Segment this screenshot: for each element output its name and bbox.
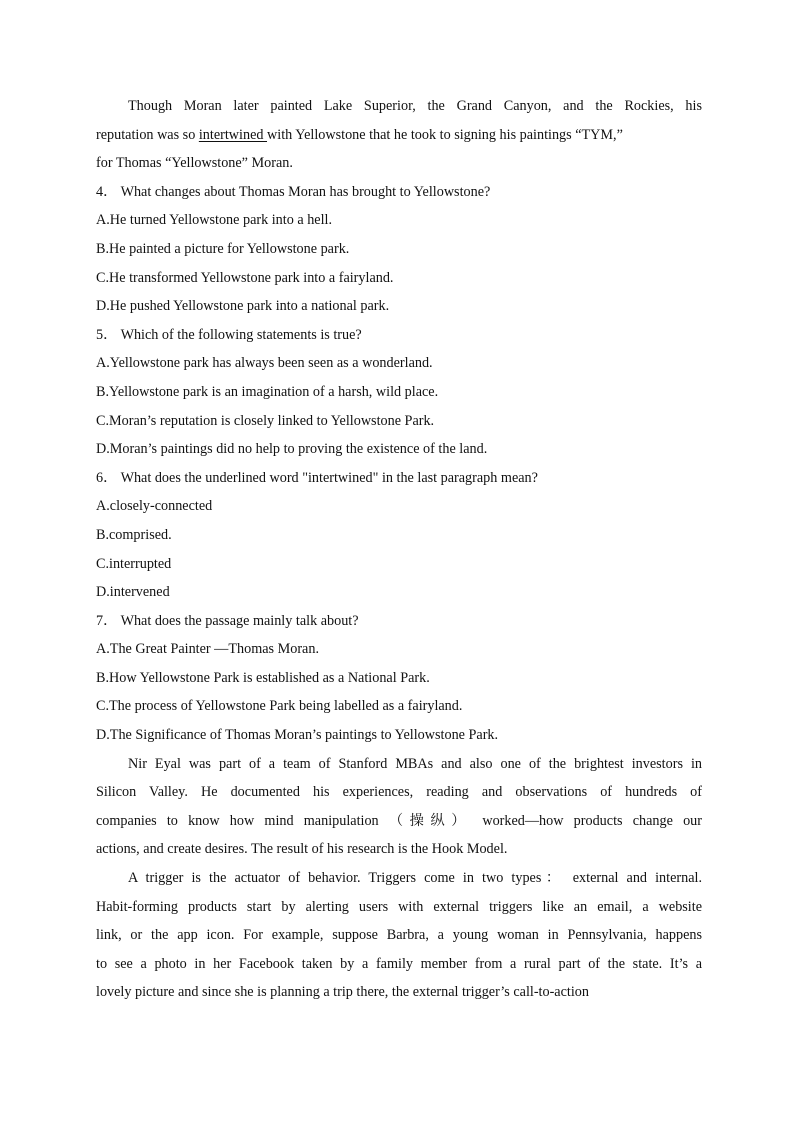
option-d: D.He pushed Yellowstone park into a national park. <box>96 298 390 315</box>
passage2-paragraph-2 <box>96 864 702 1007</box>
passage1-line-2-start: reputation was so <box>96 126 196 143</box>
option-a: A.The Great Painter —Thomas Moran. <box>96 641 319 658</box>
paragraph-line: actions, and create desires. The result of his research is the Hook Model. <box>96 841 508 858</box>
question-stem: 4． What changes about Thomas Moran has brought to Yellowstone? <box>96 183 491 200</box>
question-6 <box>96 464 702 607</box>
paragraph-line: lovely picture and since she is planning a trip there, the external trigger’s call-to-action <box>96 984 589 1001</box>
option-d: D.intervened <box>96 584 170 601</box>
option-a: A.He turned Yellowstone park into a hell. <box>96 212 333 229</box>
paragraph-line: Nir Eyal was part of a team of Stanford MBAs and also one of the brightest investors in <box>128 755 702 772</box>
option-c: C.He transformed Yellowstone park into a fairyland. <box>96 269 394 286</box>
passage1-line-2-end: with Yellowstone that he took to signing his paintings “TYM,” <box>267 126 623 143</box>
paragraph-line: Silicon Valley. He documented his experiences, reading and observations of hundreds of <box>96 784 702 801</box>
option-c: C.interrupted <box>96 555 172 572</box>
paragraph-line: link, or the app icon. For example, suppose Barbra, a young woman in Pennsylvania, happens <box>96 927 702 944</box>
question-5 <box>96 321 702 464</box>
option-c: C.The process of Yellowstone Park being labelled as a fairyland. <box>96 698 463 715</box>
option-a: A.Yellowstone park has always been seen as a wonderland. <box>96 355 433 372</box>
question-7 <box>96 607 702 750</box>
paragraph-line: Habit-forming products start by alerting users with external triggers like an email, a website <box>96 898 702 915</box>
passage2-paragraph-1 <box>96 750 702 864</box>
option-c: C.Moran’s reputation is closely linked to Yellowstone Park. <box>96 412 435 429</box>
paragraph-line: to see a photo in her Facebook taken by a family member from a rural part of the state. It’s a <box>96 955 702 972</box>
option-d: D.The Significance of Thomas Moran’s paintings to Yellowstone Park. <box>96 727 499 744</box>
paragraph-line: companies to know how mind manipulation （操纵） worked—how products change our <box>96 812 702 829</box>
question-stem: 7． What does the passage mainly talk about? <box>96 612 359 629</box>
document-page <box>96 92 702 1007</box>
question-4 <box>96 178 702 321</box>
option-b: B.How Yellowstone Park is established as a National Park. <box>96 669 430 686</box>
question-stem: 5． Which of the following statements is true? <box>96 326 362 343</box>
passage1-line-3: for Thomas “Yellowstone” Moran. <box>96 155 293 172</box>
option-d: D.Moran’s paintings did no help to proving the existence of the land. <box>96 441 488 458</box>
passage1-line-2 <box>96 121 702 150</box>
option-a: A.closely-connected <box>96 498 213 515</box>
option-b: B.Yellowstone park is an imagination of a harsh, wild place. <box>96 383 439 400</box>
underlined-word-intertwined: intertwined <box>198 126 268 143</box>
question-stem: 6． What does the underlined word "intertwined" in the last paragraph mean? <box>96 469 538 486</box>
option-b: B.comprised. <box>96 526 172 543</box>
option-b: B.He painted a picture for Yellowstone park. <box>96 240 350 257</box>
paragraph-line: A trigger is the actuator of behavior. Triggers come in two types： external and internal. <box>128 870 702 887</box>
passage1-line-1: Though Moran later painted Lake Superior, the Grand Canyon, and the Rockies, his <box>128 98 702 114</box>
